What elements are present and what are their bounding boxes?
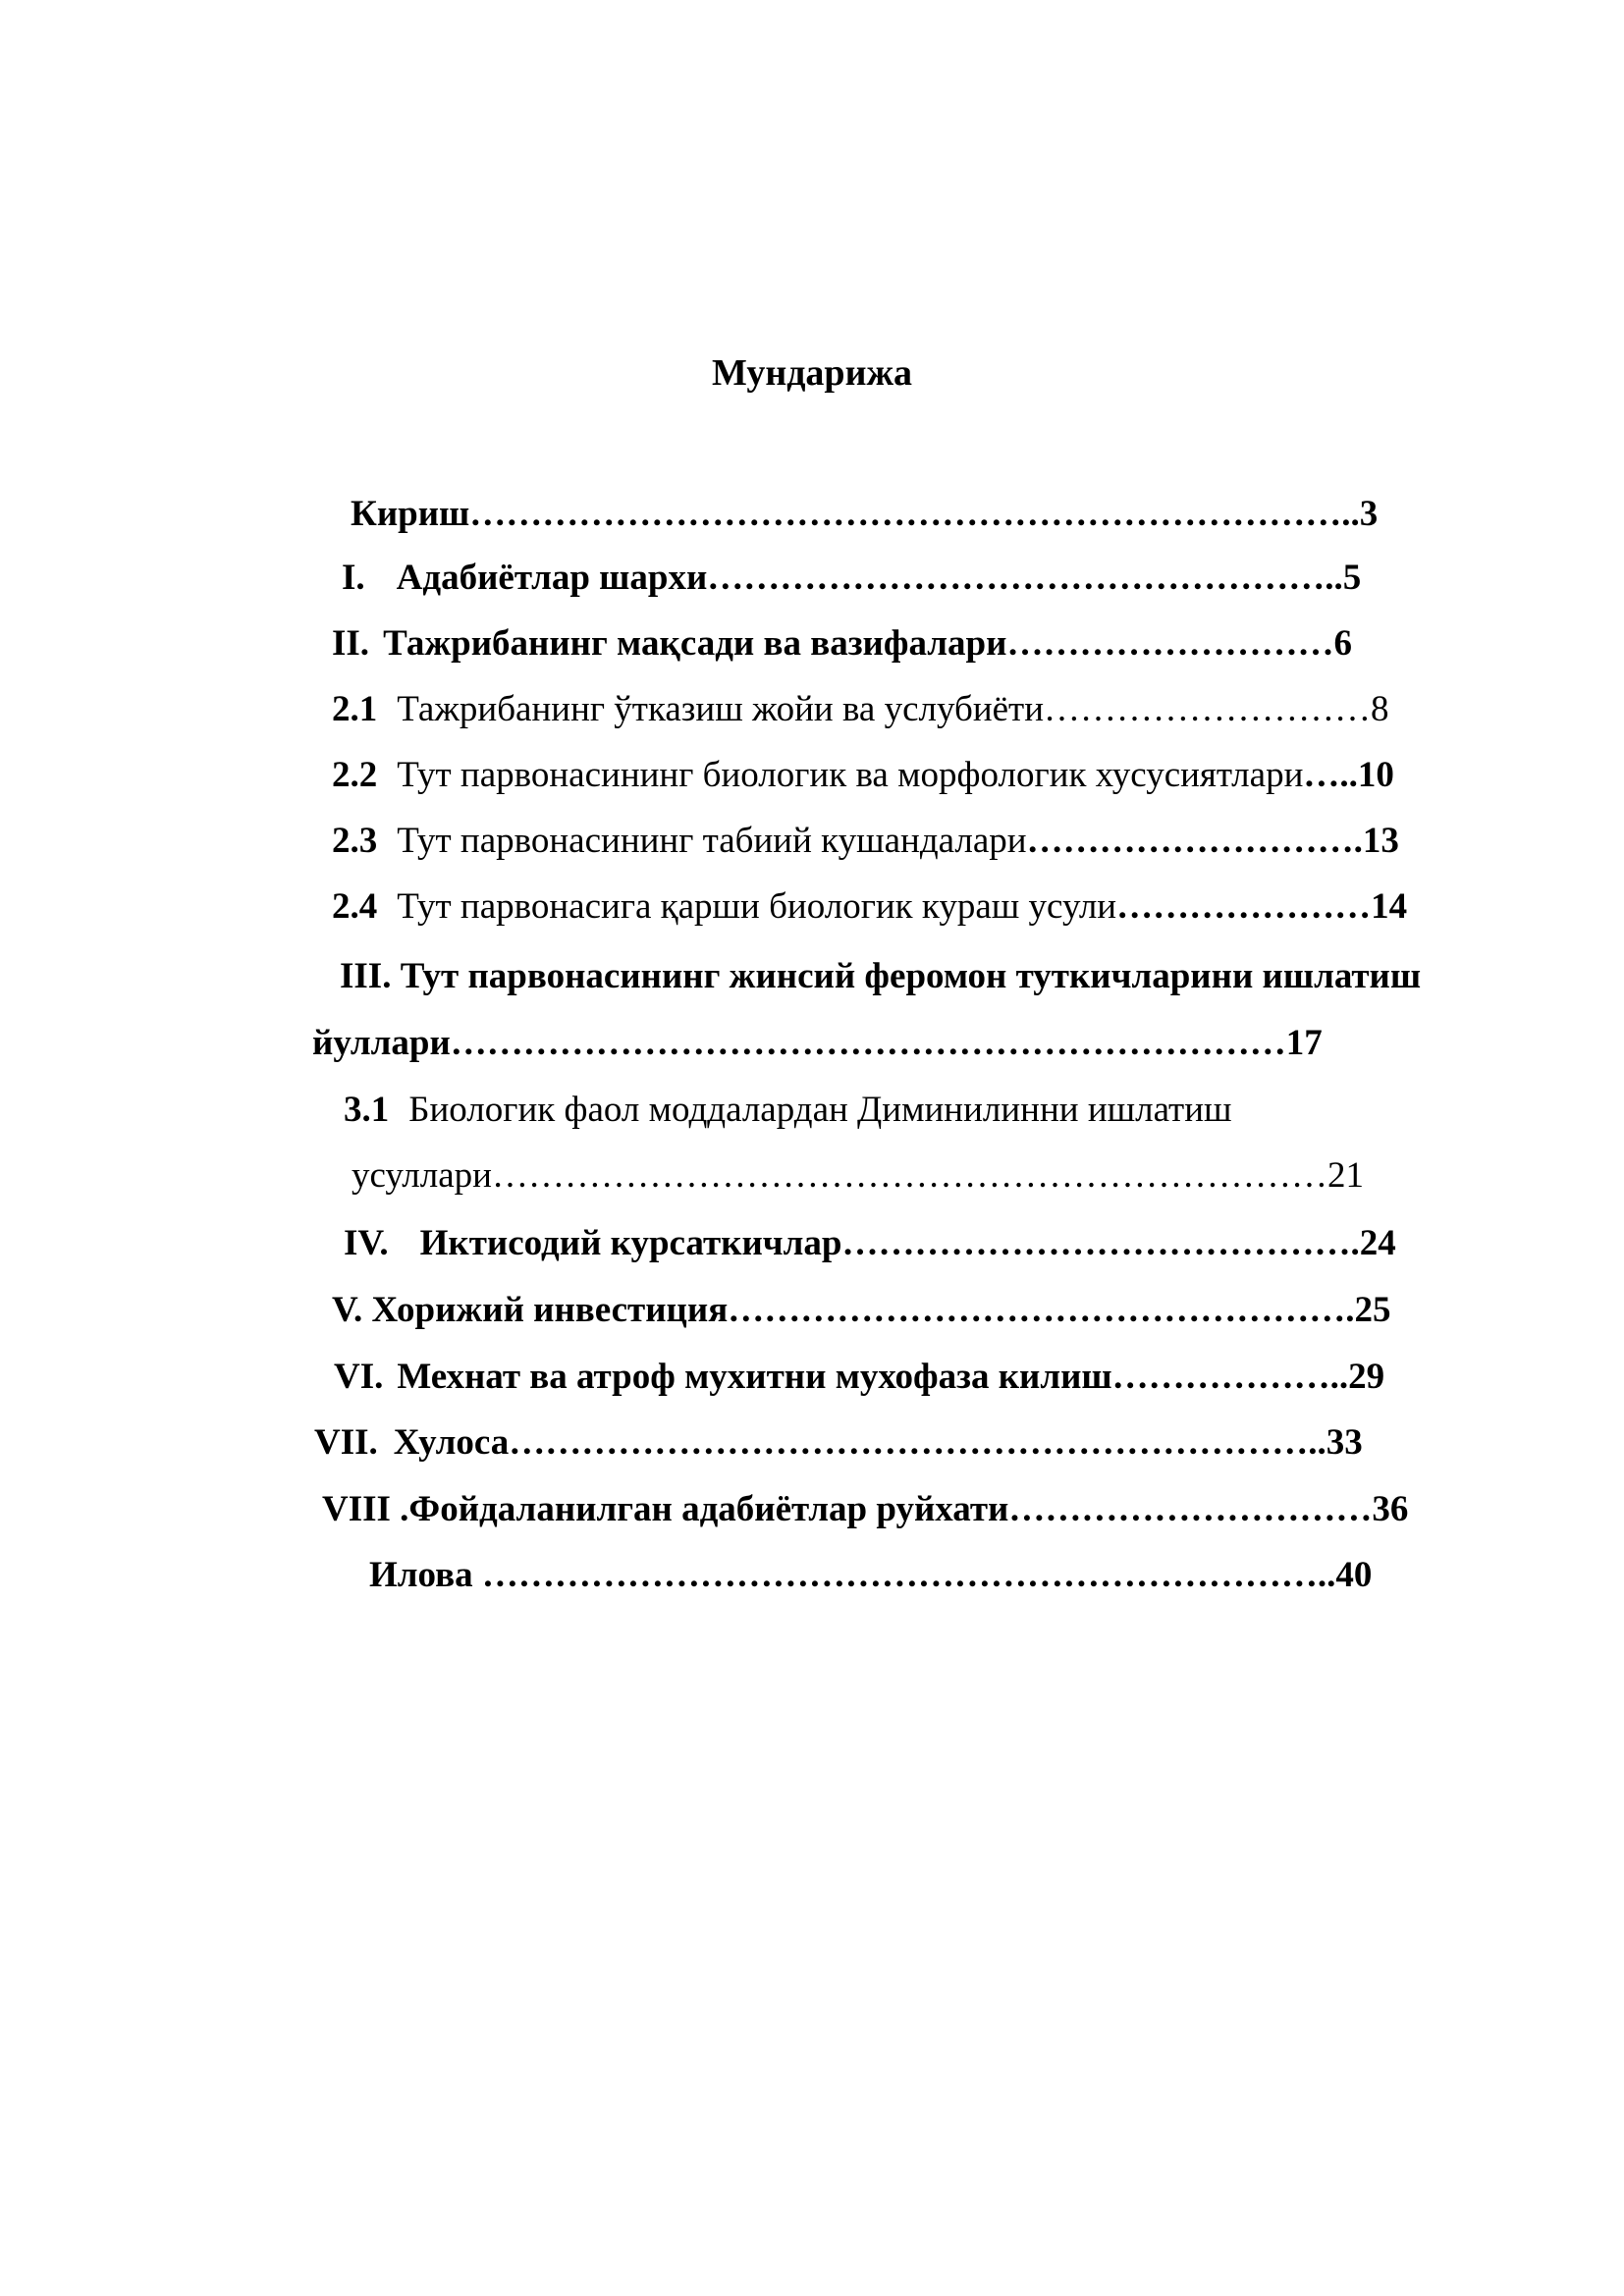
toc-entry-text: Кириш………………………………………………………………..3 xyxy=(351,494,1379,534)
toc-entry-intro xyxy=(351,492,1378,537)
toc-entry-8 xyxy=(322,1487,1408,1532)
toc-entry-text: йуллари……………………………………………………………17 xyxy=(312,1023,1323,1063)
toc-entry-number: I. xyxy=(342,558,365,598)
toc-entry-text: Биологик фаол моддалардан Диминилинни ишлатиш xyxy=(408,1090,1232,1130)
toc-entry-number: II. xyxy=(332,623,370,664)
toc-entry-number: VII. xyxy=(314,1422,378,1463)
toc-entry-number: 2.4 xyxy=(332,886,378,927)
toc-entry-appendix xyxy=(369,1553,1372,1598)
toc-entry-2-3 xyxy=(332,819,1399,864)
toc-entry-text: Иктисодий курсаткичлар…………………………………….24 xyxy=(419,1223,1396,1263)
toc-entry-text: Тажрибанинг мақсади ва вазифалари………………………6 xyxy=(383,623,1352,664)
toc-entry-text: Адабиётлар шархи……………………………………………..5 xyxy=(396,558,1362,598)
toc-entry-2-1 xyxy=(332,687,1389,732)
toc-entry-text: Тут парвонасининг табиий кушандалари xyxy=(397,821,1027,861)
toc-entry-2-4 xyxy=(332,884,1407,930)
toc-entry-text: V. Хорижий инвестиция…………………………………………….25 xyxy=(332,1290,1391,1330)
toc-entry-number: 2.2 xyxy=(332,755,378,795)
toc-entry-text: Хулоса…………………………………………………………..33 xyxy=(393,1422,1363,1463)
toc-entry-text: усуллари……………………………………………………………21 xyxy=(352,1155,1364,1196)
toc-entry-2-2 xyxy=(332,753,1394,798)
toc-entry-4 xyxy=(344,1221,1396,1266)
page-title: Мундарижа xyxy=(711,352,913,394)
toc-entry-7 xyxy=(314,1420,1363,1466)
toc-entry-number: 2.1 xyxy=(332,689,378,729)
toc-entry-1 xyxy=(342,556,1361,601)
toc-entry-number: IV. xyxy=(344,1223,389,1263)
toc-entry-3 xyxy=(340,954,1421,999)
toc-entry-3-1 xyxy=(344,1088,1232,1133)
toc-entry-6 xyxy=(334,1355,1384,1400)
toc-entry-2 xyxy=(332,621,1352,667)
toc-entry-page: ……………………….13 xyxy=(1026,821,1399,861)
toc-entry-3-continued xyxy=(312,1021,1323,1066)
toc-entry-text: III. Тут парвонасининг жинсий феромон туткичларини ишлатиш xyxy=(340,956,1422,996)
toc-entry-number: 2.3 xyxy=(332,821,378,861)
toc-entry-text: Тут парвонасининг биологик ва морфологик хусусиятлари xyxy=(397,755,1304,795)
toc-entry-text: Илова ……………………………………………………………..40 xyxy=(369,1555,1373,1595)
toc-entry-text: Тажрибанинг ўтказиш жойи ва услубиёти………………………8 xyxy=(397,689,1389,729)
toc-entry-text: VIII .Фойдаланилган адабиётлар руйхати…………………………36 xyxy=(322,1489,1409,1529)
toc-entry-number: 3.1 xyxy=(344,1090,390,1130)
toc-entry-5 xyxy=(332,1288,1390,1333)
toc-entry-page: …..10 xyxy=(1303,755,1394,795)
toc-entry-text: Тут парвонасига қарши биологик кураш усули xyxy=(397,886,1117,927)
toc-entry-number: VI. xyxy=(334,1357,384,1397)
toc-entry-text: Мехнат ва атроф мухитни мухофаза килиш………………..29 xyxy=(397,1357,1385,1397)
toc-entry-3-1-continued xyxy=(352,1153,1364,1199)
toc-entry-page: …………………14 xyxy=(1116,886,1408,927)
